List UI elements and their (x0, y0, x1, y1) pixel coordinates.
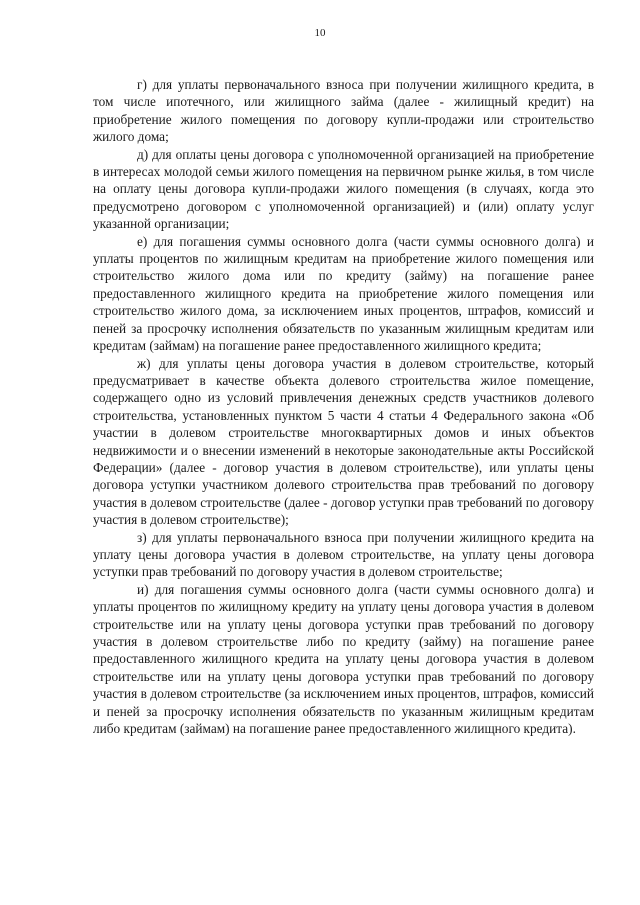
document-body (93, 76, 594, 737)
paragraph-e: е) для погашения суммы основного долга (части суммы основного долга) и уплаты процентов по жилищным кредитам на приобретение жилого помещения или строительство жилого дома или по кредиту (займу) на погашение ранее предоставленного жилищного кредита на приобретение жилого помещения или строительство жилого дома, за исключением иных процентов, штрафов, комиссий и пеней за просрочку исполнения обязательств по указанным жилищным кредитам или кредитам (займам) на погашение ранее предоставленного жилищного кредита; (93, 233, 594, 354)
paragraph-zh: ж) для уплаты цены договора участия в долевом строительстве, который предусматривает в качестве объекта долевого строительства жилое помещение, содержащего одно из условий привлечения денежных средств участников долевого строительства, установленных пунктом 5 части 4 статьи 4 Федерального закона «Об участии в долевом строительстве многоквартирных домов и иных объектов недвижимости и о внесении изменений в некоторые законодательные акты Российской Федерации» (далее - договор участия в долевом строительстве), или уплаты цены договора уступки участником долевого строительства прав требований по договору участия в долевом строительстве (далее - договор уступки прав требований по договору участия в долевом строительстве); (93, 355, 594, 528)
paragraph-i: и) для погашения суммы основного долга (части суммы основного долга) и уплаты процентов по жилищному кредиту на уплату цены договора участия в долевом строительстве или на уплату цены договора уступки прав требований по договору участия в долевом строительстве либо по кредиту (займу) на погашение ранее предоставленного жилищного кредита на уплату цены договора участия в долевом строительстве или на уплату цены договора уступки прав требований по договору участия в долевом строительстве (за исключением иных процентов, штрафов, комиссий и пеней за просрочку исполнения обязательств по указанным жилищным кредитам либо кредитам (займам) на погашение ранее предоставленного жилищного кредита). (93, 581, 594, 737)
paragraph-d: д) для оплаты цены договора с уполномоченной организацией на приобретение в интересах молодой семьи жилого помещения на первичном рынке жилья, в том числе на оплату цены договора купли-продажи жилого помещения (в случаях, когда это предусмотрено договором с уполномоченной организацией) и (или) оплату услуг указанной организации; (93, 146, 594, 232)
page-number: 10 (314, 27, 326, 39)
paragraph-g: г) для уплаты первоначального взноса при получении жилищного кредита, в том числе ипотечного, или жилищного займа (далее - жилищный кредит) на приобретение жилого помещения по договору купли-продажи или строительство жилого дома; (93, 77, 594, 145)
paragraph-z: з) для уплаты первоначального взноса при получении жилищного кредита на уплату цены договора участия в долевом строительстве, на уплату цены договора уступки прав требований по договору участия в долевом строительстве; (93, 529, 594, 580)
